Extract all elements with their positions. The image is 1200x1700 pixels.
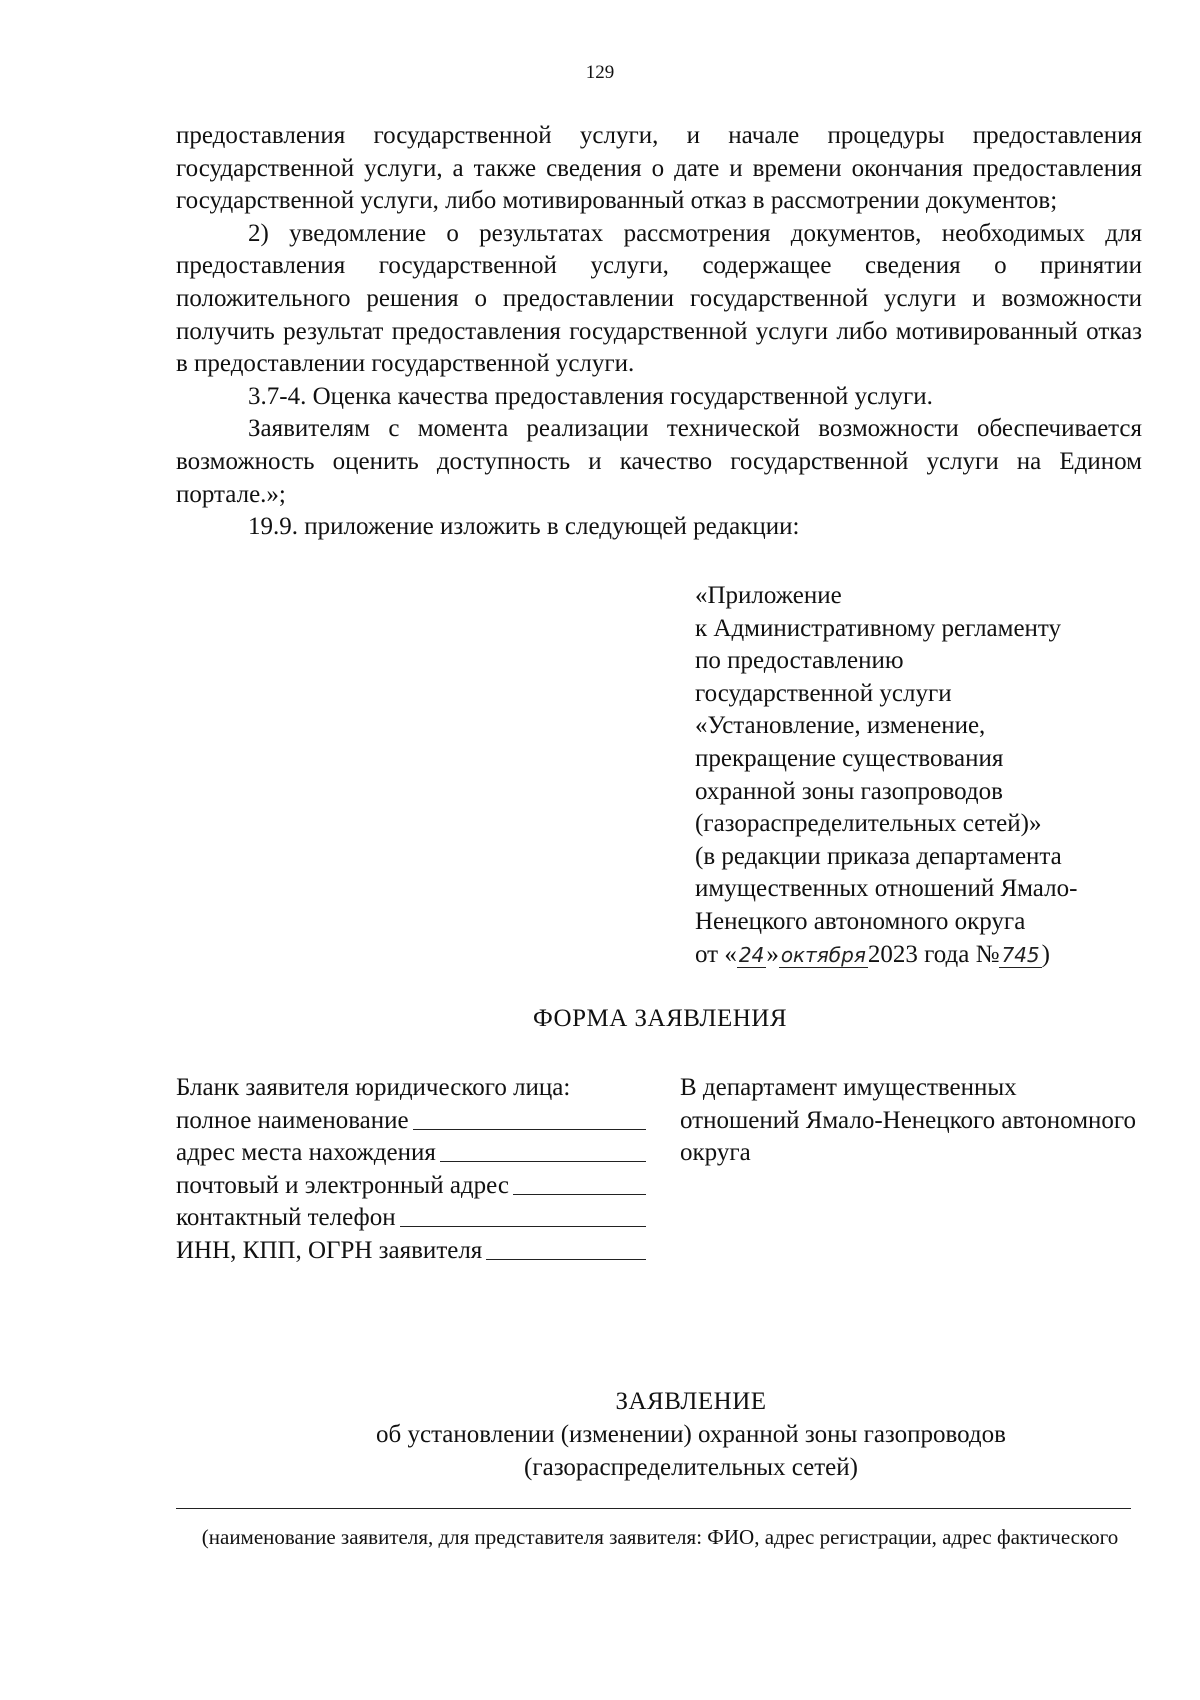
field-blank-line xyxy=(513,1170,646,1195)
applicant-field-row xyxy=(176,1137,646,1170)
applicant-header: Бланк заявителя юридического лица: xyxy=(176,1074,571,1101)
date-month-handwritten: октября xyxy=(780,942,866,967)
field-blank-line xyxy=(400,1202,646,1227)
field-label: контактный телефон xyxy=(176,1204,396,1232)
annex-line: имущественных отношений Ямало- xyxy=(695,875,1078,903)
declaration-block xyxy=(176,1385,1200,1484)
declaration-line-1: об установлении (изменении) охранной зоны газопроводов xyxy=(376,1421,1006,1448)
annex-line: «Приложение xyxy=(695,582,842,609)
paragraph-5: 19.9. приложение изложить в следующей редакции: xyxy=(248,513,800,541)
field-blank-line xyxy=(440,1137,646,1162)
paragraph-2: 2) уведомление о результатах рассмотрения документов, необходимых для предоставления государственной услуги, содержащее сведения о принятии положительного решения о предоставлении государственной услуги и возможности получить результат предоставления государственной услуги либо мотивированный отказ в предоставлении государственной услуги. xyxy=(176,219,1142,378)
page-number: 129 xyxy=(585,62,615,83)
order-number-handwritten: 745 xyxy=(1001,942,1040,967)
declaration-line-2: (газораспределительных сетей) xyxy=(524,1454,858,1481)
paragraph-1: предоставления государственной услуги, и начале процедуры предоставления государственной услуги, а также сведения о дате и времени окончания предоставления государственной услуги, либо мотивированный отказ в рассмотрении документов; xyxy=(176,122,1142,215)
annex-line: (газораспределительных сетей)» xyxy=(695,810,1042,838)
applicant-field-row xyxy=(176,1235,646,1268)
annex-line: «Установление, изменение, xyxy=(695,712,986,740)
field-blank-line xyxy=(413,1105,646,1130)
paragraph-4: Заявителям с момента реализации технической возможности обеспечивается возможность оценить доступность и качество государственной услуги на Едином портале.»; xyxy=(176,415,1142,508)
annex-line: государственной услуги xyxy=(695,679,952,707)
field-label: ИНН, КПП, ОГРН заявителя xyxy=(176,1236,483,1264)
field-label: почтовый и электронный адрес xyxy=(176,1171,509,1199)
applicant-name-blank-line xyxy=(176,1508,1131,1509)
annex-line: прекращение существования xyxy=(695,744,1004,772)
declaration-heading: ЗАЯВЛЕНИЕ xyxy=(615,1388,767,1415)
form-title: ФОРМА ЗАЯВЛЕНИЯ xyxy=(532,1005,788,1032)
applicant-field-row xyxy=(176,1202,646,1235)
addressee-block: В департамент имущественных отношений Ямало-Ненецкого автономного округа xyxy=(680,1074,1137,1167)
date-suffix: ) xyxy=(1041,940,1050,968)
applicant-block xyxy=(176,1072,646,1268)
applicant-name-caption: (наименование заявителя, для представителя заявителя: ФИО, адрес регистрации, адрес фактического xyxy=(201,1525,1119,1549)
field-label: адрес места нахождения xyxy=(176,1139,436,1167)
annex-line: по предоставлению xyxy=(695,647,904,675)
applicant-field-row xyxy=(176,1105,646,1138)
body-text xyxy=(176,120,1142,544)
applicant-field-row xyxy=(176,1170,646,1203)
date-day-handwritten: 24 xyxy=(738,942,765,967)
date-year: 2023 года № xyxy=(867,940,1000,968)
annex-line: Ненецкого автономного округа xyxy=(695,907,1026,935)
date-mid: » xyxy=(766,940,779,968)
annex-date-line xyxy=(695,939,1155,972)
paragraph-3: 3.7-4. Оценка качества предоставления государственной услуги. xyxy=(248,382,933,410)
annex-line: к Административному регламенту xyxy=(695,614,1062,642)
field-label: полное наименование xyxy=(176,1106,409,1134)
annex-line: (в редакции приказа департамента xyxy=(695,842,1062,870)
annex-line: охранной зоны газопроводов xyxy=(695,777,1003,805)
annex-header xyxy=(695,580,1155,971)
date-prefix: от « xyxy=(695,940,737,968)
field-blank-line xyxy=(486,1235,646,1260)
